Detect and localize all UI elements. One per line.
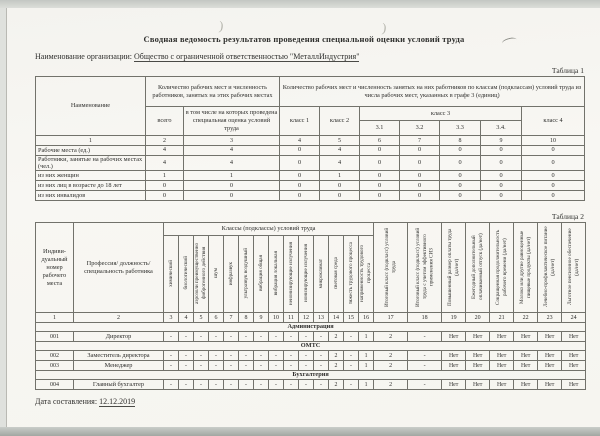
table2-factor-header-text: ультразвук воздушный — [242, 248, 249, 299]
table2-factor-cell: - — [299, 380, 314, 390]
table2-section-row — [36, 323, 586, 332]
table2-summary-header-text: Итоговый класс (подкласс) условий труда — [383, 226, 397, 307]
table1-row-label: из них лиц в возрасте до 18 лет — [36, 181, 146, 191]
table2-column-number: 6 — [209, 313, 224, 323]
table2-benefit-cell: Нет — [514, 380, 538, 390]
table1-column-number: 1 — [36, 136, 146, 146]
table2-factor-header-text: биологический — [182, 256, 189, 290]
table2-factor-cell: - — [284, 351, 299, 361]
table2-factor-header-text: аэрозоли преимущественно фиброгенного действия — [194, 242, 207, 304]
table2-row — [36, 380, 586, 390]
table1-cell: 0 — [440, 156, 481, 171]
table2-factor-cell: - — [344, 332, 359, 342]
table2-summary-header-text: Лечебно-профилактическое питание (да/нет) — [542, 226, 556, 307]
table2-section-row — [36, 342, 586, 351]
table2-factor-cell: - — [269, 380, 284, 390]
table2-factor-header-text: световая среда — [332, 257, 339, 290]
table2-summary-header-text: Льготное пенсионное обеспечение (да/нет) — [566, 228, 580, 305]
table2-factor-cell: 2 — [329, 351, 344, 361]
table1-row-label: Рабочие места (ед.) — [36, 146, 146, 156]
table2-factor-cell: - — [254, 351, 269, 361]
table2-factor-header — [284, 236, 299, 313]
table2-column-number: 14 — [329, 313, 344, 323]
table2-factor-cell: - — [269, 332, 284, 342]
table2-benefit-cell: Нет — [442, 380, 466, 390]
table1-cell: 0 — [481, 171, 522, 181]
table1-cell: 0 — [360, 181, 400, 191]
table2-factor-cell: - — [224, 380, 239, 390]
table2-factor-header — [299, 236, 314, 313]
table2-factor-cell: - — [299, 351, 314, 361]
table2-column-number: 8 — [239, 313, 254, 323]
table2-column-number: 24 — [562, 313, 586, 323]
table2-factor-cell: - — [194, 380, 209, 390]
table2-summary-header-text: Итоговый класс (подкласс) условий труда с учетом эффективного применения СИЗ — [414, 226, 435, 307]
table2-benefit-cell: Нет — [442, 351, 466, 361]
table1-cell: 0 — [522, 146, 585, 156]
table2-factor-header-text: микроклимат — [317, 258, 324, 288]
table2-column-number: 21 — [490, 313, 514, 323]
table2-factor-cell: - — [239, 361, 254, 371]
table2-summary-header — [562, 223, 586, 313]
table2-column-number: 3 — [164, 313, 179, 323]
table2-factor-cell: - — [239, 332, 254, 342]
table2-factor-cell: - — [224, 361, 239, 371]
table1-row — [36, 156, 585, 171]
table1-cell: 0 — [522, 171, 585, 181]
table2-benefit-cell: Нет — [442, 332, 466, 342]
table2-cell-workplace-number: 001 — [36, 332, 74, 342]
table1-cell: 4 — [146, 146, 184, 156]
table2-benefit-cell: Нет — [490, 351, 514, 361]
table2-factor-cell: - — [254, 332, 269, 342]
table1-column-number: 8 — [440, 136, 481, 146]
table2-factor-header — [314, 236, 329, 313]
table1-cell: 0 — [481, 191, 522, 201]
table1-row — [36, 191, 585, 201]
table1-cell: 0 — [184, 181, 280, 191]
table1-header-class1: класс 1 — [280, 107, 320, 136]
table2-section-title: Администрация — [36, 323, 586, 332]
table2-factor-cell: - — [179, 332, 194, 342]
table1-header-group2: Количество рабочих мест и численность занятых на них работников по классам (подклассам) условий труда из числа рабочих мест, указанных в графе 3 (единиц) — [280, 77, 585, 107]
table1-column-number: 10 — [522, 136, 585, 146]
table2-benefit-cell: Нет — [562, 351, 586, 361]
table2-factor-cell: - — [299, 332, 314, 342]
table2-factor-header — [224, 236, 239, 313]
table1-cell: 1 — [184, 171, 280, 181]
table1-cell: 4 — [320, 146, 360, 156]
table1-cell: 4 — [184, 146, 280, 156]
table2-section-title: Бухгалтерия — [36, 371, 586, 380]
table2-cell-profession: Менеджер — [74, 361, 164, 371]
table2-factor-cell: - — [194, 361, 209, 371]
table1-caption: Таблица 1 — [551, 66, 584, 75]
table2-factor-cell: - — [209, 351, 224, 361]
table2-factor-cell: - — [299, 361, 314, 371]
table2-final-class-siz-cell: - — [408, 380, 442, 390]
table2-final-class-siz-cell: - — [408, 332, 442, 342]
table1-column-number: 9 — [481, 136, 522, 146]
table2-section-row — [36, 371, 586, 380]
table2-factor-header — [164, 236, 179, 313]
scan-edge-bottom — [0, 427, 600, 436]
table2-column-number: 5 — [194, 313, 209, 323]
table2-factor-cell: - — [344, 361, 359, 371]
table2-final-class-cell: 2 — [374, 351, 408, 361]
table1-cell: 0 — [481, 146, 522, 156]
table1-row-label: из них женщин — [36, 171, 146, 181]
table2-summary-header — [442, 223, 466, 313]
scan-edge-top — [0, 0, 600, 8]
table2-factor-cell: - — [269, 361, 284, 371]
table1-cell: 4 — [184, 156, 280, 171]
table2-benefit-cell: Нет — [466, 361, 490, 371]
table1-header-class2: класс 2 — [320, 107, 360, 136]
table2-factor-cell: - — [224, 332, 239, 342]
table2-benefit-cell: Нет — [562, 380, 586, 390]
table1-cell: 0 — [400, 146, 440, 156]
document-page — [6, 8, 600, 427]
table2-factor-cell: - — [164, 351, 179, 361]
table1-column-number: 4 — [280, 136, 320, 146]
table2-column-number: 11 — [284, 313, 299, 323]
table2-factor-header-text: вибрация локальная — [272, 250, 279, 296]
table1-cell: 1 — [146, 171, 184, 181]
table2-benefit-cell: Нет — [514, 361, 538, 371]
table1-cell: 0 — [481, 181, 522, 191]
table2-factor-cell: - — [344, 380, 359, 390]
table2-summary-header-text: Повышенный размер оплаты труда (да/нет) — [446, 227, 460, 306]
table2-factor-cell: - — [179, 380, 194, 390]
table1-cell: 0 — [440, 191, 481, 201]
table1-cell: 0 — [360, 191, 400, 201]
table2-column-number: 1 — [36, 313, 74, 323]
table1-column-number: 5 — [320, 136, 360, 146]
table2-factor-cell: 1 — [359, 361, 374, 371]
summary-table-2 — [35, 222, 586, 390]
table2-factor-header-text: химический — [167, 259, 174, 287]
table1-class3-subheader: 3.4. — [481, 121, 522, 136]
table1-cell: 0 — [400, 156, 440, 171]
table1-cell: 0 — [360, 156, 400, 171]
table2-row — [36, 332, 586, 342]
table2-cell-profession: Главный бухгалтер — [74, 380, 164, 390]
table1-cell: 0 — [400, 171, 440, 181]
table2-factor-header — [209, 236, 224, 313]
table2-summary-header — [514, 223, 538, 313]
table2-benefit-cell: Нет — [490, 361, 514, 371]
table2-benefit-cell: Нет — [562, 361, 586, 371]
table2-summary-header — [538, 223, 562, 313]
table2-column-number: 17 — [374, 313, 408, 323]
table2-factor-cell: - — [284, 332, 299, 342]
table1-cell: 0 — [400, 191, 440, 201]
table1-row-label: Работники, занятые на рабочих местах (чел.) — [36, 156, 146, 171]
table2-benefit-cell: Нет — [538, 332, 562, 342]
table1-cell: 0 — [440, 171, 481, 181]
table2-factor-header — [269, 236, 284, 313]
table2-factor-header — [344, 236, 359, 313]
table2-factor-cell: 2 — [329, 380, 344, 390]
table2-summary-header — [490, 223, 514, 313]
table1-class3-subheader: 3.3 — [440, 121, 481, 136]
table1-cell: 0 — [522, 191, 585, 201]
organization-line — [35, 52, 584, 61]
table1-cell: 0 — [320, 191, 360, 201]
table2-summary-header-text: Ежегодный дополнительный оплачиваемый отпуск (да/нет) — [470, 233, 484, 300]
table2-factor-cell: - — [314, 380, 329, 390]
table2-benefit-cell: Нет — [490, 380, 514, 390]
table2-benefit-cell: Нет — [538, 380, 562, 390]
table2-factor-cell: - — [179, 361, 194, 371]
table2-benefit-cell: Нет — [466, 380, 490, 390]
table2-factor-header-text: вибрация общая — [257, 255, 264, 292]
table2-factor-cell: - — [209, 380, 224, 390]
table2-factor-cell: - — [239, 351, 254, 361]
summary-table-1 — [35, 76, 585, 201]
table1-row — [36, 181, 585, 191]
table2-benefit-cell: Нет — [538, 351, 562, 361]
table2-factor-header — [179, 236, 194, 313]
table2-final-class-cell: 2 — [374, 361, 408, 371]
table2-row — [36, 361, 586, 371]
table2-factor-cell: - — [314, 351, 329, 361]
table2-column-number: 23 — [538, 313, 562, 323]
table2-factor-cell: - — [194, 351, 209, 361]
table2-final-class-siz-cell: - — [408, 351, 442, 361]
table1-class3-subheader: 3.1 — [360, 121, 400, 136]
table1-cell: 0 — [280, 146, 320, 156]
table2-factor-cell: - — [194, 332, 209, 342]
table2-final-class-cell: 2 — [374, 380, 408, 390]
table2-factor-cell: - — [164, 361, 179, 371]
document-title: Сводная ведомость результатов проведения специальной оценки условий труда — [143, 34, 465, 44]
table1-cell: 0 — [184, 191, 280, 201]
date-line — [35, 397, 584, 406]
table2-section-title: ОМТС — [36, 342, 586, 351]
table2-factor-header — [359, 236, 374, 313]
table2-factor-cell: - — [254, 361, 269, 371]
table2-factor-cell: 2 — [329, 361, 344, 371]
organization-name: Общество с ограниченной ответственностью "МеталлИндустрия" — [134, 52, 360, 61]
table2-factor-header — [329, 236, 344, 313]
table2-factor-header-text: инфразвук — [227, 261, 234, 285]
table2-factor-cell: - — [179, 351, 194, 361]
table2-factor-cell: - — [209, 361, 224, 371]
table2-cell-workplace-number: 004 — [36, 380, 74, 390]
table2-column-number: 10 — [269, 313, 284, 323]
table1-cell: 0 — [360, 171, 400, 181]
table2-column-number: 15 — [344, 313, 359, 323]
table2-summary-header — [374, 223, 408, 313]
organization-label: Наименование организации: — [35, 52, 133, 61]
table2-factor-cell: - — [239, 380, 254, 390]
table1-row — [36, 146, 585, 156]
table2-factor-cell: - — [284, 361, 299, 371]
table2-benefit-cell: Нет — [562, 332, 586, 342]
table2-factor-cell: 1 — [359, 380, 374, 390]
table1-cell: 1 — [320, 171, 360, 181]
table2-column-number: 19 — [442, 313, 466, 323]
date-label: Дата составления: — [35, 397, 98, 407]
table1-header-class4: класс 4 — [522, 107, 585, 136]
table2-header-profession: Профессия/ должность/ специальность работника — [74, 223, 164, 313]
table2-factor-cell: - — [224, 351, 239, 361]
table2-factor-cell: - — [209, 332, 224, 342]
table2-factor-header-text: неионизирующие излучения — [287, 241, 294, 305]
table2-factor-cell: - — [254, 380, 269, 390]
table1-cell: 0 — [280, 156, 320, 171]
table1-header-assessed: в том числе на которых проведена специальная оценка условий труда — [184, 107, 280, 136]
table1-cell: 0 — [481, 156, 522, 171]
table2-column-number: 16 — [359, 313, 374, 323]
date-value: 12.12.2019 — [99, 397, 136, 407]
table2-factor-header-text: тяжесть трудового процесса — [347, 242, 354, 305]
table2-factor-header-text: напряженность трудового процесса — [359, 244, 373, 302]
table1-row-label: из них инвалидов — [36, 191, 146, 201]
table2-factor-cell: - — [164, 380, 179, 390]
table2-factor-header — [194, 236, 209, 313]
table2-final-class-cell: 2 — [374, 332, 408, 342]
table1-cell: 0 — [400, 181, 440, 191]
table1-cell: 0 — [440, 181, 481, 191]
table1-header-group1: Количество рабочих мест и численность работников, занятых на этих рабочих местах — [146, 77, 280, 107]
table2-cell-profession: Директор — [74, 332, 164, 342]
table1-cell: 0 — [280, 181, 320, 191]
table2-factor-header — [254, 236, 269, 313]
table2-factor-cell: - — [164, 332, 179, 342]
table2-factor-cell: - — [314, 361, 329, 371]
table2-summary-header — [466, 223, 490, 313]
table2-factor-header-text: шум — [212, 268, 219, 279]
table2-benefit-cell: Нет — [514, 351, 538, 361]
table2-factor-cell: 2 — [329, 332, 344, 342]
table1-cell: 4 — [146, 156, 184, 171]
punch-hole-artifact: ) — [381, 19, 388, 36]
table2-benefit-cell: Нет — [514, 332, 538, 342]
table2-benefit-cell: Нет — [442, 361, 466, 371]
table1-cell: 0 — [522, 181, 585, 191]
table1-header-name: Наименование — [36, 77, 146, 136]
table2-cell-profession: Заместитель директора — [74, 351, 164, 361]
table1-cell: 0 — [522, 156, 585, 171]
table2-header-classes-group: Классы (подклассы) условий труда — [164, 223, 374, 236]
table1-cell: 0 — [280, 191, 320, 201]
table1-column-number: 2 — [146, 136, 184, 146]
table2-factor-cell: - — [284, 380, 299, 390]
table2-column-number: 9 — [254, 313, 269, 323]
table1-row — [36, 171, 585, 181]
table2-column-number: 22 — [514, 313, 538, 323]
table2-row — [36, 351, 586, 361]
table2-cell-workplace-number: 003 — [36, 361, 74, 371]
table1-cell: 0 — [146, 181, 184, 191]
table2-summary-header-text: Сокращенная продолжительность рабочего времени (да/нет) — [494, 228, 508, 305]
table2-column-number: 2 — [74, 313, 164, 323]
table2-summary-header — [408, 223, 442, 313]
table1-column-number: 3 — [184, 136, 280, 146]
table2-factor-header — [239, 236, 254, 313]
table1-column-number: 7 — [400, 136, 440, 146]
document-content — [35, 52, 584, 406]
table2-factor-header-text: ионизирующие излучения — [302, 244, 309, 303]
table2-column-number: 18 — [408, 313, 442, 323]
table1-cell: 0 — [146, 191, 184, 201]
table2-factor-cell: - — [314, 332, 329, 342]
table1-cell: 0 — [280, 171, 320, 181]
table2-benefit-cell: Нет — [466, 332, 490, 342]
table1-header-class3: класс 3 — [360, 107, 522, 121]
table2-benefit-cell: Нет — [466, 351, 490, 361]
table1-class3-subheader: 3.2 — [400, 121, 440, 136]
table1-cell: 0 — [440, 146, 481, 156]
table2-column-number: 13 — [314, 313, 329, 323]
table2-factor-cell: - — [269, 351, 284, 361]
punch-hole-artifact: ) — [218, 17, 225, 34]
table2-factor-cell: 1 — [359, 332, 374, 342]
table2-header-workplace-number: Индиви-дуальный номер рабочего места — [36, 223, 74, 313]
table2-factor-cell: - — [344, 351, 359, 361]
table2-factor-cell: 1 — [359, 351, 374, 361]
table2-cell-workplace-number: 002 — [36, 351, 74, 361]
table1-header-total: всего — [146, 107, 184, 136]
table1-column-number: 6 — [360, 136, 400, 146]
table2-column-number: 4 — [179, 313, 194, 323]
table2-benefit-cell: Нет — [490, 332, 514, 342]
table2-caption: Таблица 2 — [551, 212, 584, 222]
table1-cell: 4 — [320, 156, 360, 171]
table2-column-number: 12 — [299, 313, 314, 323]
table2-summary-header-text: Молоко или другие равноценные пищевые продукты (да/нет) — [518, 229, 532, 304]
table1-cell: 0 — [360, 146, 400, 156]
table2-column-number: 20 — [466, 313, 490, 323]
table1-cell: 0 — [320, 181, 360, 191]
table2-final-class-siz-cell: - — [408, 361, 442, 371]
table2-column-number: 7 — [224, 313, 239, 323]
table2-benefit-cell: Нет — [538, 361, 562, 371]
